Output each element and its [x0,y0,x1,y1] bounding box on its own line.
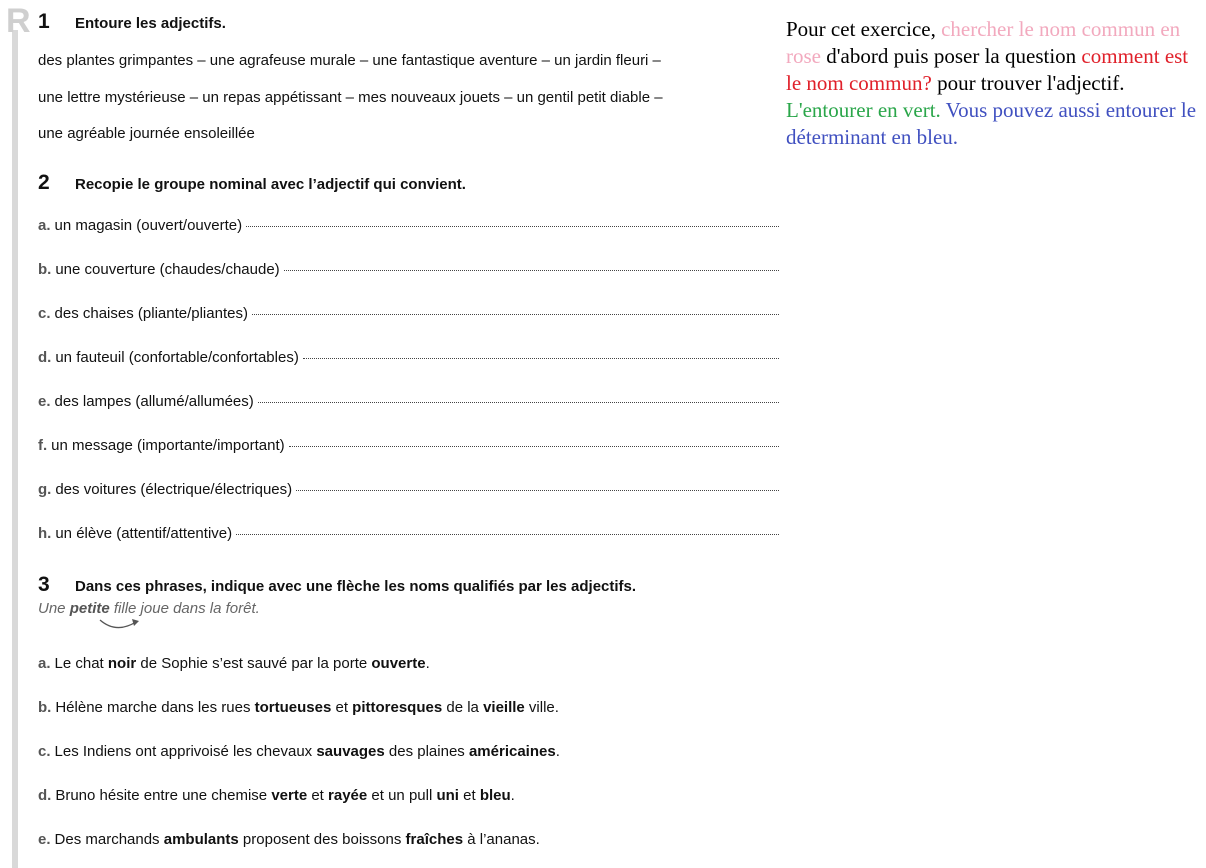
instruction-note [786,16,1198,151]
sentence-text: Bruno hésite entre une chemise [55,787,272,804]
exercise-title: Dans ces phrases, indique avec une flèche les noms qualifiés par les adjectifs. [75,578,637,595]
sentence-text: Hélène marche dans les rues [55,699,255,716]
answer-line[interactable] [284,270,779,271]
sentence-text: et [331,699,353,716]
exercise-2-header [38,171,466,195]
answer-row [38,305,779,322]
item-text: un message (importante/important) [51,437,285,454]
exercise-title: Recopie le groupe nominal avec l’adjectif qui convient. [75,176,466,193]
exercise-1-line: des plantes grimpantes – une agrafeuse murale – une fantastique aventure – un jardin fleuri – [38,52,661,69]
answer-row [38,437,779,454]
exercise-1-line: une lettre mystérieuse – un repas appétissant – mes nouveaux jouets – un gentil petit diable – [38,89,663,106]
item-text: un fauteuil (confortable/confortables) [55,349,299,366]
answer-line[interactable] [236,534,779,535]
exercise-title: Entoure les adjectifs. [75,15,226,32]
note-segment: pour trouver l'adjectif. [931,71,1125,95]
adjective: noir [107,655,137,672]
adjective: pittoresques [352,699,443,716]
answer-row [38,525,779,542]
adjective: fraîches [405,831,464,848]
answer-line[interactable] [289,446,779,447]
item-letter: g. [38,481,52,498]
adjective: sauvages [316,743,385,760]
exercise-number: 2 [38,171,50,194]
adjective: ouverte [371,655,426,672]
answer-row [38,261,779,278]
sentence-text: de Sophie s’est sauvé par la porte [136,655,372,672]
item-letter: b. [38,699,52,716]
item-text: une couverture (chaudes/chaude) [55,261,280,278]
item-letter: c. [38,305,51,322]
answer-line[interactable] [252,314,779,315]
item-letter: c. [38,743,51,760]
adjective: ambulants [163,831,239,848]
answer-row [38,217,779,234]
answer-line[interactable] [303,358,779,359]
answer-line[interactable] [246,226,779,227]
example-arrow-icon [96,616,146,634]
note-segment: L'entourer en vert. [786,98,941,122]
note-segment: d'abord puis poser la question [821,44,1082,68]
answer-row [38,481,779,498]
exercise-1-header [38,10,226,34]
item-text: un élève (attentif/attentive) [55,525,233,542]
example-adjective: petite [69,600,110,617]
item-letter: e. [38,393,51,410]
sentence-text: et [458,787,480,804]
answer-line[interactable] [258,402,779,403]
adjective: verte [271,787,308,804]
adjective: rayée [328,787,368,804]
sentence-text: . [555,743,560,760]
item-letter: a. [38,655,51,672]
adjective: uni [436,787,459,804]
sentence-row [38,787,515,804]
item-letter: b. [38,261,52,278]
item-text: un magasin (ouvert/ouverte) [54,217,243,234]
item-letter: h. [38,525,52,542]
exercise-1-line: une agréable journée ensoleillée [38,125,255,142]
sentence-text: des plaines [384,743,469,760]
sentence-text: . [425,655,430,672]
sentence-text: . [510,787,515,804]
sentence-row [38,743,560,760]
exercise-number: 3 [38,573,50,596]
adjective: américaines [468,743,556,760]
note-segment: Pour cet exercice, [786,17,942,41]
answer-line[interactable] [296,490,779,491]
answer-row [38,349,779,366]
item-text: des lampes (allumé/allumées) [54,393,254,410]
margin-bar [12,30,18,868]
example-sentence [38,600,260,617]
sentence-text: ville. [524,699,559,716]
adjective: vieille [483,699,525,716]
item-letter: a. [38,217,51,234]
sentence-text: et un pull [367,787,437,804]
example-text: fille joue dans la forêt. [109,600,260,617]
item-letter: d. [38,787,52,804]
sentence-row [38,699,559,716]
sentence-row [38,831,540,848]
sentence-text: de la [442,699,484,716]
example-text: Une [38,600,70,617]
note-segment: comment est le nom commun? [786,44,1189,95]
exercise-number: 1 [38,10,50,33]
note-segment: chercher le nom commun en rose [786,17,1181,68]
sentence-text: à l’ananas. [463,831,540,848]
item-text: des voitures (électrique/électriques) [55,481,293,498]
note-segment: Vous pouvez aussi entourer le déterminant en bleu. [786,98,1197,149]
item-letter: f. [38,437,48,454]
item-letter: e. [38,831,51,848]
corner-letter: R [6,2,31,40]
sentence-row [38,655,430,672]
item-text: des chaises (pliante/pliantes) [54,305,248,322]
sentence-text: et [307,787,329,804]
sentence-text: proposent des boissons [238,831,406,848]
item-letter: d. [38,349,52,366]
adjective: bleu [479,787,511,804]
sentence-text: Les Indiens ont apprivoisé les chevaux [54,743,317,760]
exercise-3-header [38,573,636,597]
sentence-text: Des marchands [54,831,164,848]
sentence-text: Le chat [54,655,108,672]
adjective: tortueuses [254,699,332,716]
answer-row [38,393,779,410]
